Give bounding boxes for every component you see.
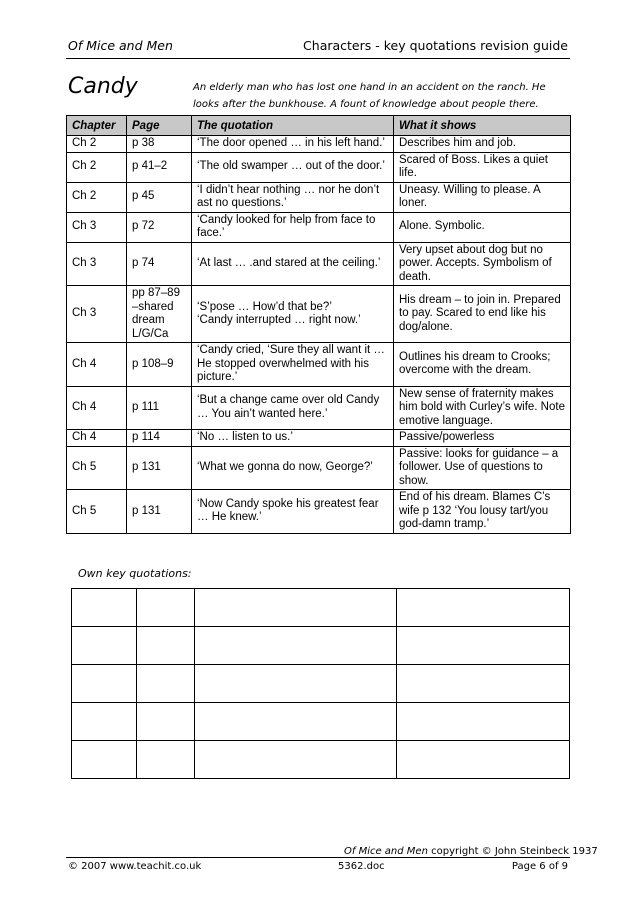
own-quotation-cell	[137, 741, 195, 779]
column-header-page: Page	[127, 116, 192, 136]
quotation-cell: ‘S’pose … How’d that be?’ ‘Candy interrupted … right now.’	[192, 286, 394, 343]
quotation-row	[67, 446, 571, 490]
quotation-row	[67, 343, 571, 387]
footer-page-number: Page 6 of 9	[511, 861, 568, 872]
page-footer	[66, 857, 570, 874]
quotation-row	[67, 136, 571, 153]
own-quotation-cell	[397, 627, 570, 665]
own-quotation-cell	[195, 627, 397, 665]
chapter-cell: Ch 2	[67, 136, 127, 153]
own-quotation-cell	[137, 703, 195, 741]
own-quotation-cell	[137, 589, 195, 627]
quotation-cell: ‘Now Candy spoke his greatest fear … He knew.’	[192, 490, 394, 534]
column-header-quotation: The quotation	[192, 116, 394, 136]
own-quotation-cell	[397, 589, 570, 627]
what-it-shows-cell: New sense of fraternity makes him bold with Curley’s wife. Note emotive language.	[394, 386, 571, 430]
page-header	[66, 36, 570, 59]
own-quotations-label: Own key quotations:	[78, 567, 192, 580]
header-book-title: Of Mice and Men	[68, 38, 173, 53]
copyright-notice	[344, 846, 598, 857]
quotation-row	[67, 490, 571, 534]
what-it-shows-cell: Passive: looks for guidance – a follower. Use of questions to show.	[394, 446, 571, 490]
quotation-cell: ‘What we gonna do now, George?’	[192, 446, 394, 490]
what-it-shows-cell: End of his dream. Blames C’s wife p 132 ‘You lousy tart/you god-damn tramp.’	[394, 490, 571, 534]
page-cell: p 131	[127, 490, 192, 534]
copyright-text: copyright © John Steinbeck 1937	[431, 846, 598, 857]
quotation-row	[67, 242, 571, 286]
quotation-row	[67, 430, 571, 447]
quotations-header-row	[67, 116, 571, 136]
copyright-book-title: Of Mice and Men	[344, 846, 428, 857]
own-quotation-cell	[72, 627, 137, 665]
footer-filename: 5362.doc	[338, 861, 385, 872]
own-quotation-row	[72, 741, 570, 779]
quotation-cell: ‘Candy looked for help from face to face.’	[192, 212, 394, 242]
what-it-shows-cell: Outlines his dream to Crooks; overcome with the dream.	[394, 343, 571, 387]
quotation-cell: ‘But a change came over old Candy … You ain’t wanted here.’	[192, 386, 394, 430]
own-quotation-cell	[397, 665, 570, 703]
chapter-cell: Ch 5	[67, 490, 127, 534]
page-cell: p 131	[127, 446, 192, 490]
quotation-cell: ‘I didn’t hear nothing … nor he don’t ast no questions.’	[192, 182, 394, 212]
quotations-table	[66, 115, 571, 534]
chapter-cell: Ch 3	[67, 242, 127, 286]
own-quotation-row	[72, 627, 570, 665]
quotation-cell: ‘The old swamper … out of the door.’	[192, 152, 394, 182]
own-quotation-cell	[195, 665, 397, 703]
own-quotation-row	[72, 665, 570, 703]
own-quotation-cell	[397, 703, 570, 741]
page-cell: p 74	[127, 242, 192, 286]
what-it-shows-cell: Alone. Symbolic.	[394, 212, 571, 242]
quotation-row	[67, 182, 571, 212]
own-quotation-cell	[195, 589, 397, 627]
chapter-cell: Ch 3	[67, 212, 127, 242]
page-cell: pp 87–89 –shared dream L/G/Ca	[127, 286, 192, 343]
what-it-shows-cell: Uneasy. Willing to please. A loner.	[394, 182, 571, 212]
what-it-shows-cell: Passive/powerless	[394, 430, 571, 447]
own-quotation-row	[72, 703, 570, 741]
chapter-cell: Ch 2	[67, 152, 127, 182]
page-cell: p 114	[127, 430, 192, 447]
chapter-cell: Ch 2	[67, 182, 127, 212]
character-name: Candy	[68, 74, 138, 99]
quotation-cell: ‘The door opened … in his left hand.’	[192, 136, 394, 153]
what-it-shows-cell: Describes him and job.	[394, 136, 571, 153]
quotation-row	[67, 152, 571, 182]
chapter-cell: Ch 4	[67, 386, 127, 430]
chapter-cell: Ch 5	[67, 446, 127, 490]
page-cell: p 108–9	[127, 343, 192, 387]
chapter-cell: Ch 4	[67, 343, 127, 387]
what-it-shows-cell: His dream – to join in. Prepared to pay. Scared to end like his dog/alone.	[394, 286, 571, 343]
own-quotation-cell	[137, 627, 195, 665]
page-cell: p 111	[127, 386, 192, 430]
own-quotation-cell	[195, 741, 397, 779]
quotation-row	[67, 286, 571, 343]
quotation-row	[67, 386, 571, 430]
column-header-chapter: Chapter	[67, 116, 127, 136]
what-it-shows-cell: Scared of Boss. Likes a quiet life.	[394, 152, 571, 182]
quotation-cell: ‘No … listen to us.’	[192, 430, 394, 447]
own-quotation-cell	[72, 703, 137, 741]
own-quotation-cell	[137, 665, 195, 703]
page-cell: p 41–2	[127, 152, 192, 182]
own-quotation-cell	[195, 703, 397, 741]
chapter-cell: Ch 3	[67, 286, 127, 343]
page-cell: p 38	[127, 136, 192, 153]
quotation-cell: ‘At last … .and stared at the ceiling.’	[192, 242, 394, 286]
own-quotation-row	[72, 589, 570, 627]
header-guide-title: Characters - key quotations revision guide	[303, 38, 568, 53]
page-cell: p 45	[127, 182, 192, 212]
footer-website: © 2007 www.teachit.co.uk	[68, 861, 202, 872]
what-it-shows-cell: Very upset about dog but no power. Accepts. Symbolism of death.	[394, 242, 571, 286]
page-cell: p 72	[127, 212, 192, 242]
chapter-cell: Ch 4	[67, 430, 127, 447]
column-header-what-it-shows: What it shows	[394, 116, 571, 136]
own-quotation-cell	[72, 589, 137, 627]
own-quotation-cell	[72, 741, 137, 779]
own-quotation-cell	[72, 665, 137, 703]
own-quotation-cell	[397, 741, 570, 779]
own-quotations-table	[71, 588, 570, 779]
quotation-cell: ‘Candy cried, ‘Sure they all want it … He stopped overwhelmed with his picture.’	[192, 343, 394, 387]
quotation-row	[67, 212, 571, 242]
character-description: An elderly man who has lost one hand in an accident on the ranch. He looks after the bunkhouse. A fount of knowledge about people there.	[193, 82, 546, 110]
